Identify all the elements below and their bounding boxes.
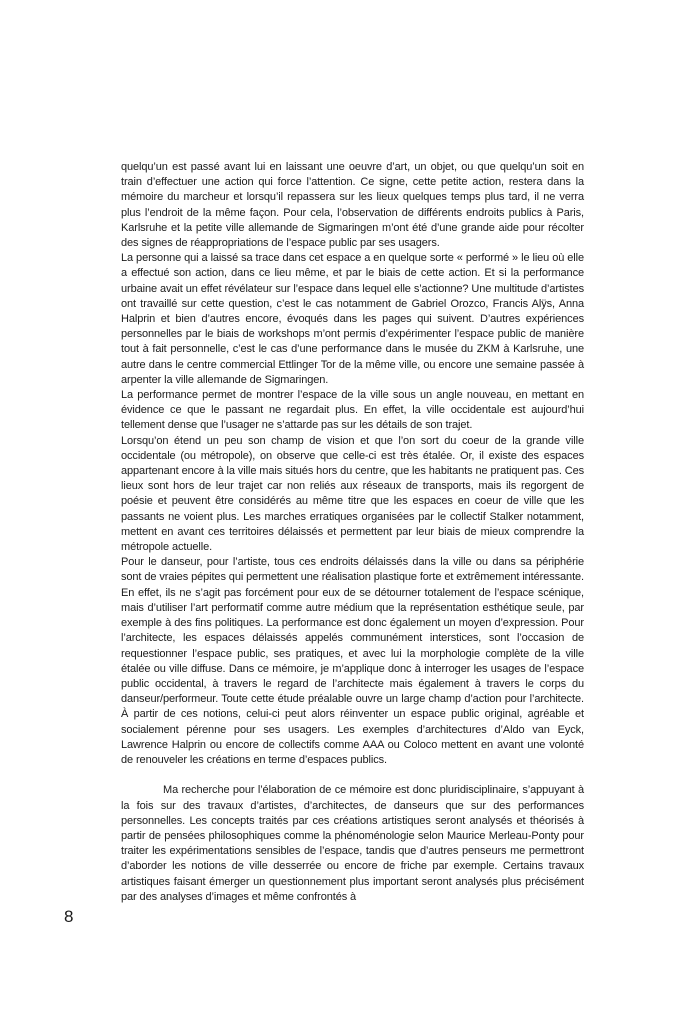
paragraph-metropolis: Lorsqu’on étend un peu son champ de vision et que l’on sort du coeur de la grande ville occidentale (ou métropole), on observe que celle-ci est très étalée. Or, il existe des espaces appartenant encore à la ville mais situés hors du centre, que les habitants ne pratiquent pas. Ces lieux sont hors de leur trajet car non reliés aux réseaux de transports, mais ils regorgent de poésie et peuvent être considérés au même titre que les espaces en coeur de ville que les passants ne voient plus. Les marches erratiques organisées par le collectif Stalker notamment, mettent en avant ces territoires délaissés et permettent par leur biais de mieux comprendre la métropole actuelle. bbox=[121, 434, 584, 554]
paragraph-performance-trace: La personne qui a laissé sa trace dans cet espace a en quelque sorte « performé » le lieu où elle a effectué son action, dans ce lieu même, et par le biais de cette action. Et si la performance urbaine avait un effet révélateur sur l’espace dans lequel elle s’actionne? Une multitude d’artistes ont travaillé sur cette question, c’est le cas notamment de Gabriel Orozco, Francis Alÿs, Anna Halprin et bien d’autres encore, évoqués dans les pages qui suivent. D’autres expériences personnelles par le biais de workshops m’ont permis d’expérimenter l’espace public de manière tout à fait personnelle, c’est le cas d’une performance dans le musée du ZKM à Karlsruhe, une autre dans le centre commercial Ettlinger Tor de la même ville, ou encore une semaine passée à arpenter la ville allemande de Sigmaringen. bbox=[121, 252, 584, 386]
paragraph-city-angle: La performance permet de montrer l’espace de la ville sous un angle nouveau, en mettant en évidence ce que le passant ne regardait plus. En effet, la ville occidentale est aujourd’hui tellement dense que l’usager ne s’attarde pas sur les détails de son trajet. bbox=[121, 389, 584, 432]
paragraph-observation: quelqu’un est passé avant lui en laissant une oeuvre d’art, un objet, ou que quelqu’un soit en train d’effectuer une action qui force l’attention. Ce signe, cette petite action, restera dans la mémoire du marcheur et lorsqu’il repassera sur les lieux quelques temps plus tard, il ne verra plus l’endroit de la même façon. Pour cela, l’observation de différents endroits publics à Paris, Karlsruhe et la petite ville allemande de Sigmaringen m’ont été d’une grande aide pour récolter des signes de réappropriations de l’espace public par ses usagers. bbox=[121, 161, 584, 250]
body-text bbox=[121, 160, 584, 905]
paragraph-dancer-architect: Pour le danseur, pour l’artiste, tous ces endroits délaissés dans la ville ou dans sa périphérie sont de vraies pépites qui permettent une réalisation plastique forte et extrêmement intéressante. En effet, ils ne s’agit pas forcément pour eux de se détourner totalement de l’espace scénique, mais d’utiliser l’art performatif comme autre médium que la représentation esthétique seule, par exemple à des fins politiques. La performance est donc également un moyen d’expression. Pour l’architecte, les espaces délaissés appelés communément interstices, sont l’occasion de requestionner l’espace public, ses pratiques, et avec lui la morphologie complète de la ville étalée ou ville diffuse. Dans ce mémoire, je m’applique donc à interroger les usages de l’espace public occidental, à travers le regard de l’architecte mais également à travers le corps du danseur/performeur. Toute cette étude préalable ouvre un large champ d’action pour l’architecte. À partir de ces notions, celui-ci peut alors réinventer un espace public original, agréable et socialement pérenne pour ses usagers. Les exemples d’architectures d’Aldo van Eyck, Lawrence Halprin ou encore de collectifs comme AAA ou Coloco mettent en avant une volonté de renouveler les créations en terme d’espaces publics. bbox=[121, 556, 584, 766]
page-number: 8 bbox=[64, 907, 74, 926]
paragraph-research-method: Ma recherche pour l’élaboration de ce mémoire est donc pluridisciplinaire, s’appuyant à la fois sur des travaux d’artistes, d’architectes, de danseurs que sur des performances personnelles. Les concepts traités par ces créations artistiques seront analysés et théorisés à partir de pensées philosophiques comme la phénoménologie selon Maurice Merleau-Ponty pour traiter les expérimentations sensibles de l’espace, tandis que d’autres penseurs me permettront d’aborder les notions de ville desserrée ou encore de friche par exemple. Certains travaux artistiques faisant émerger un questionnement plus important seront analysés plus précisément par des analyses d’images et même confrontés à bbox=[121, 784, 584, 903]
